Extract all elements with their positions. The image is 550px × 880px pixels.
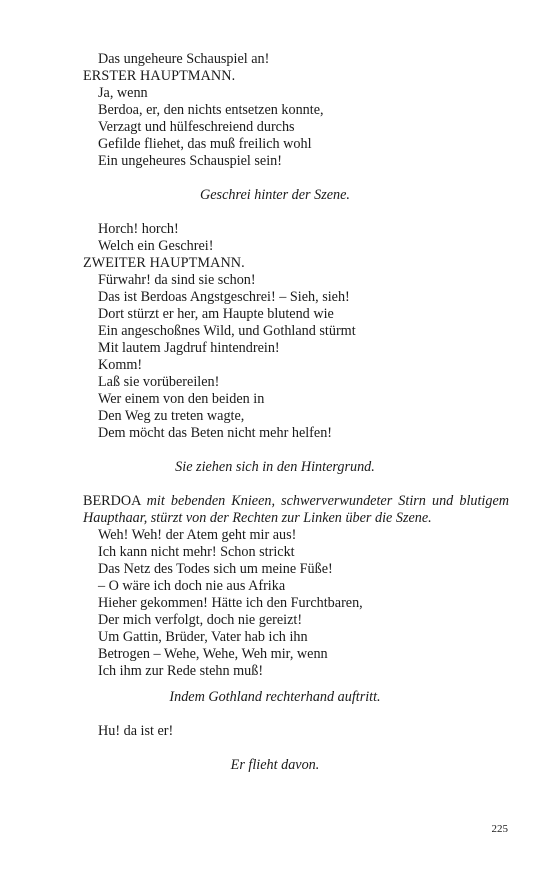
- verse-line: Hu! da ist er!: [98, 723, 174, 739]
- verse-line: Der mich verfolgt, doch nie gereizt!: [98, 612, 303, 628]
- verse-line: Fürwahr! da sind sie schon!: [98, 272, 256, 288]
- verse-line: Ich ihm zur Rede stehn muß!: [98, 663, 264, 679]
- verse-line: Das ist Berdoas Angstgeschrei! – Sieh, sieh!: [98, 289, 350, 305]
- speaker-name: ZWEITER HAUPTMANN.: [83, 255, 245, 271]
- stage-direction: Er flieht davon.: [230, 757, 320, 773]
- verse-line: – O wäre ich doch nie aus Afrika: [98, 578, 286, 594]
- verse-line: Weh! Weh! der Atem geht mir aus!: [98, 527, 297, 543]
- verse-line: Horch! horch!: [98, 221, 179, 237]
- stage-direction: Geschrei hinter der Szene.: [200, 187, 350, 203]
- page-number: 225: [491, 823, 508, 835]
- stage-direction-text: Haupthaar, stürzt von der Rechten zur Linken über die Szene.: [83, 510, 432, 526]
- verse-line: Das Netz des Todes sich um meine Füße!: [98, 561, 333, 577]
- verse-line: Dem möcht das Beten nicht mehr helfen!: [98, 425, 333, 441]
- stage-direction-with-speaker: [83, 493, 509, 510]
- verse-line: Betrogen – Wehe, Wehe, Weh mir, wenn: [98, 646, 328, 662]
- speaker-name: ERSTER HAUPTMANN.: [83, 68, 236, 84]
- verse-line: Laß sie vorübereilen!: [98, 374, 220, 390]
- verse-line: Um Gattin, Brüder, Vater hab ich ihn: [98, 629, 308, 645]
- verse-line: Das ungeheure Schauspiel an!: [98, 51, 270, 67]
- stage-direction-text: mit bebenden Knieen, schwerverwundeter Stirn und blutigem: [146, 493, 510, 509]
- stage-direction: Indem Gothland rechterhand auftritt.: [169, 689, 381, 705]
- verse-line: Mit lautem Jagdruf hintendrein!: [98, 340, 280, 356]
- verse-line: Ein ungeheures Schauspiel sein!: [98, 153, 282, 169]
- verse-line: Welch ein Geschrei!: [98, 238, 214, 254]
- verse-line: Verzagt und hülfeschreiend durchs: [98, 119, 295, 135]
- verse-line: Berdoa, er, den nichts entsetzen konnte,: [98, 102, 324, 118]
- verse-line: Gefilde fliehet, das muß freilich wohl: [98, 136, 312, 152]
- verse-line: Wer einem von den beiden in: [98, 391, 265, 407]
- verse-line: Ich kann nicht mehr! Schon strickt: [98, 544, 295, 560]
- verse-line: Komm!: [98, 357, 143, 373]
- verse-line: Dort stürzt er her, am Haupte blutend wie: [98, 306, 334, 322]
- verse-line: Ein angeschoßnes Wild, und Gothland stürmt: [98, 323, 356, 339]
- verse-line: Hieher gekommen! Hätte ich den Furchtbaren,: [98, 595, 363, 611]
- verse-line: Ja, wenn: [98, 85, 148, 101]
- stage-direction: Sie ziehen sich in den Hintergrund.: [175, 459, 375, 475]
- verse-line: Den Weg zu treten wagte,: [98, 408, 245, 424]
- speaker-name: BERDOA: [83, 493, 141, 509]
